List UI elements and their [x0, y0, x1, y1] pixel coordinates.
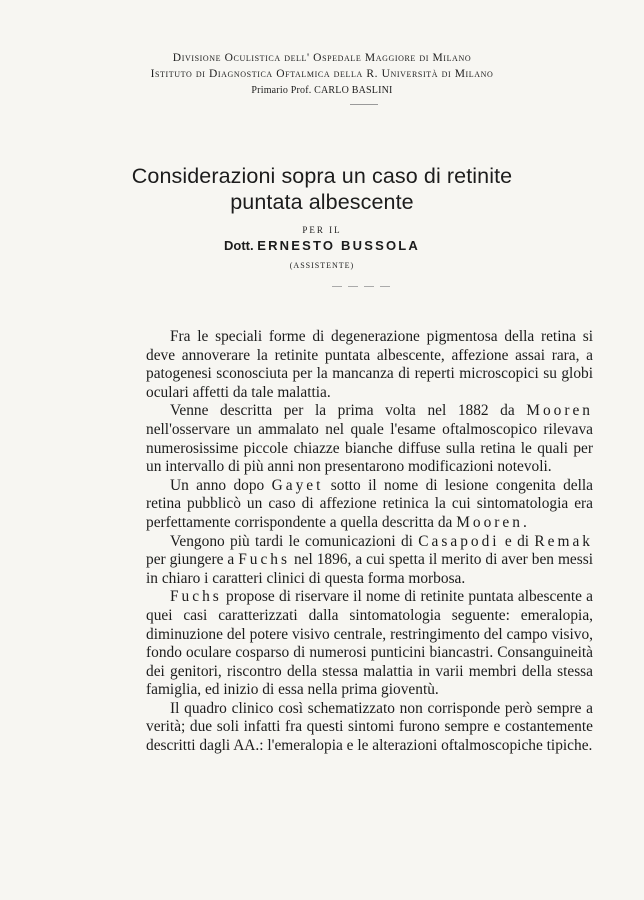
author-ref-mooren: Mooren: [526, 402, 593, 420]
p3-text-b: sotto il nome di lesione congenita della retina pubblicò un caso di affezione retinica la cui sintomatologia era perfettamente corrispondente a quella descritta da: [146, 476, 593, 531]
header-division: Divisione Oculistica dell' Ospedale Maggiore di Milano: [172, 52, 472, 64]
author-ref-gayet: Gayet: [271, 476, 324, 494]
header-institute: Istituto di Diagnostica Oftalmica della R. Università di Milano: [150, 68, 494, 80]
author-name: ERNESTO BUSSOLA: [257, 238, 420, 253]
paragraph-4: [146, 533, 593, 589]
p4-text-a: Vengono più tardi le comunicazioni di: [170, 532, 419, 550]
p4-text-d: nel 1896, a cui spetta il merito di aver ben messi in chiaro i caratteri clinici di questa forma morbosa.: [146, 551, 594, 587]
p3-text-c: .: [522, 513, 527, 531]
paragraph-5: [146, 588, 593, 700]
author-role: (ASSISTENTE): [289, 261, 355, 270]
p4-text-b: e di: [499, 532, 535, 550]
p2-text-a: Venne descritta per la prima volta nel 1882 da: [170, 402, 527, 420]
p3-text-a: Un anno dopo: [170, 476, 272, 494]
byline-per: PER IL: [302, 225, 342, 235]
p4-text-c: per giungere a: [146, 551, 239, 569]
title-line-1: Considerazioni sopra un caso di retinite: [131, 164, 513, 188]
header-divider: [350, 104, 378, 105]
p5-text-b: propose di riservare il nome di retinite puntata albescente a quei casi caratterizzati dalla sintomatologia seguente: emeralopia, diminuzione del potere visivo centrale, restringimento del campo visivo, fondo oculare cosparso di numerosi punticini biancastri. Consanguineità dei genitori, riscontro della stessa malattia in varii membri della stessa famiglia, ed inizio di essa nella prima gioventù.: [146, 588, 593, 699]
p2-text-b: nell'osservare un ammalato nel quale l'esame oftalmoscopico rilevava numerosissime piccole chiazze bianche diffuse sulla retina le quali per un intervallo di più anni non presentarono modificazioni notevoli.: [146, 420, 593, 476]
author-line: [0, 238, 644, 253]
author-ref-fuchs: Fuchs: [238, 551, 290, 569]
author-ref-casapodi: Casapodi: [418, 532, 500, 550]
paragraph-6: Il quadro clinico così schematizzato non corrisponde però sempre a verità; due soli infatti fra questi sintomi furono sempre e costantemente descritti dagli AA.: l'emeralopia e le alterazioni oftalmoscopiche tipiche.: [146, 699, 593, 755]
paragraph-2: [146, 402, 593, 476]
paragraph-1: Fra le speciali forme di degenerazione pigmentosa della retina si deve annoverare la retinite puntata albescente, affezione assai rara, a patogenesi sconosciuta per la mancanza di reperti microscopici su globi oculari affetti da tale malattia.: [146, 328, 593, 401]
author-ref-remak: Remak: [534, 532, 593, 550]
header-primario: Primario Prof. CARLO BASLINI: [251, 85, 393, 96]
author-ref-mooren-2: Mooren: [456, 513, 523, 531]
author-prefix: Dott.: [223, 238, 254, 253]
body-text: [146, 328, 593, 756]
title-line-2: puntata albescente: [230, 190, 414, 214]
title-divider: [332, 286, 392, 287]
paragraph-3: [146, 477, 593, 533]
author-ref-fuchs-2: Fuchs: [170, 588, 222, 606]
